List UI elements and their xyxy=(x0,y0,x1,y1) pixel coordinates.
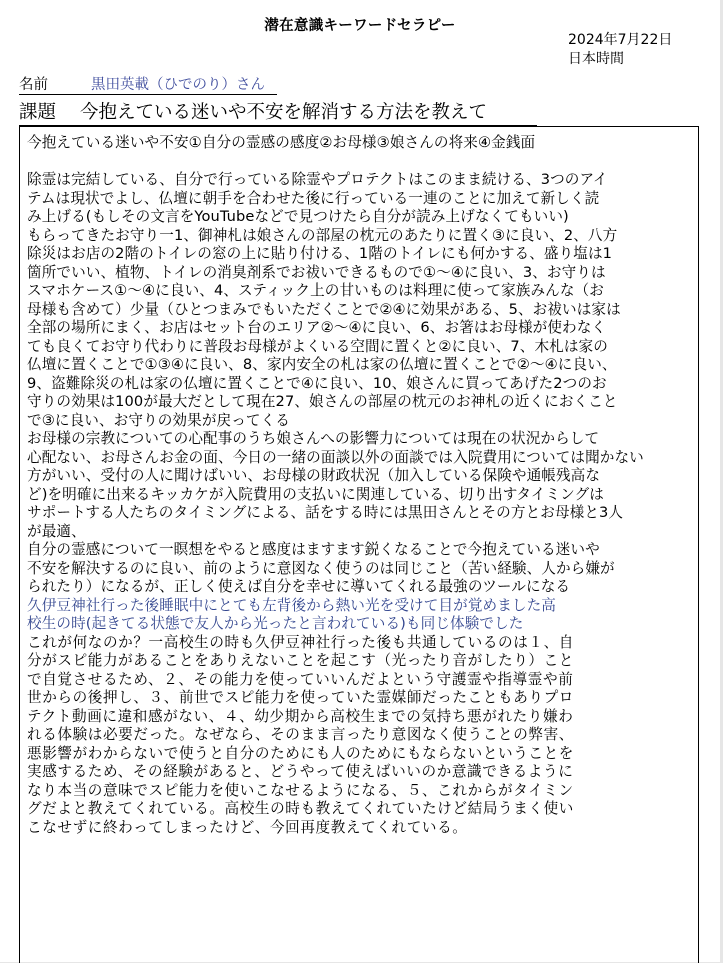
text-line: 世からの後押し、３、前世でスピ能力を使っていた霊媒師だったこともありプロ xyxy=(27,689,574,706)
text-line: なり本当の意味でスピ能力を使いこなせるようになる、５、これからがタイミン xyxy=(27,781,574,799)
text-line: 母様も含めて）少量（ひとつまみでもいただくことで②④に効果がある、5、お祓いは家は xyxy=(27,300,621,318)
text-line: られたり）になるが、正しく使えば自分を幸せに導いてくれる最強のツールになる xyxy=(27,578,571,595)
text-line: テムは現状でよし、仏壇に朝手を合わせた後に行っている一連のことに加えて新しく読 xyxy=(27,189,600,207)
text-line: こなせずに終わってしまったけど、今回再度教えてくれている。 xyxy=(27,818,468,836)
text-line: 守りの効果は100が最大だとして現在27、娘さんの部屋の枕元のお神札の近くにおくこと xyxy=(27,393,618,410)
text-line: グだよと教えてくれている。高校生の時も教えてくれていたけど結局うまく使い xyxy=(27,800,574,817)
session-notes-box xyxy=(19,126,699,963)
text-line: 除災はお店の2階のトイレの窓の上に貼り付ける、1階のトイレにも何かする、盛り塩は1 xyxy=(27,245,613,262)
text-line: が最適、 xyxy=(27,522,86,540)
text-line: 実感するため、その経験があると、どうやって使えばいいのか意識できるように xyxy=(27,763,574,780)
intro-line: 今抱えている迷いや不安①自分の霊感の感度②お母様③娘さんの将来④金銭面 xyxy=(27,134,536,151)
text-line: 久伊豆神社行った後睡眠中にとても左背後から熱い光を受けて目が覚めました高 xyxy=(27,596,556,614)
session-timezone: 日本時間 xyxy=(568,51,624,67)
text-line: テクト動画に違和感がない、４、幼少期から高校生までの気持ち悪がれたり嫌わ xyxy=(27,707,574,725)
topic-text: 今抱えている迷いや不安を解消する方法を教えて xyxy=(80,102,488,123)
notes-section-question xyxy=(27,597,707,634)
client-name: 黒田英載（ひでのり）さん xyxy=(91,77,265,93)
text-line: これが何なのか？一高校生の時も久伊豆神社行った後も共通しているのは１、自 xyxy=(27,633,574,651)
text-line: ど)を明確に出来るキッカケが入院費用の支払いに関連している、切り出すタイミングは xyxy=(27,485,604,503)
session-date-block xyxy=(568,31,672,69)
session-date: 2024年7月22日 xyxy=(568,32,673,48)
text-line: 方がいい、受付の人に聞けばいい、お母様の財政状況（加入している保険や通帳残高な xyxy=(27,467,601,484)
document-title: 潜在意識キーワードセラピー xyxy=(264,18,456,34)
text-line: サポートする人たちのタイミングによる、話をする時には黒田さんとその方とお母様と3人 xyxy=(27,504,624,521)
text-line: 悪影響がわからないで使うと自分のためにも人のためにもならないということを xyxy=(27,744,574,762)
text-line: 自分の霊感について一瞑想をやると感度はますます鋭くなることで今抱えている迷いや xyxy=(27,541,600,558)
session-notes xyxy=(27,134,707,837)
text-line: み上げる(もしその文言をYouTubeなどで見つけたら自分が読み上げなくてもいい) xyxy=(27,208,569,225)
notes-section-1 xyxy=(27,171,707,597)
text-line: 除霊は完結している、自分で行っている除霊やプロテクトはこのまま続ける、3つのアイ xyxy=(27,171,608,188)
text-line: れる体験は必要だった。なぜなら、そのまま言ったり意図なく使うことの弊害、 xyxy=(27,726,574,743)
text-line: 分がスピ能力があることをありえないことを起こす（光ったり音がしたり）こと xyxy=(27,652,574,669)
text-line: 全部の場所にまく、お店はセット台のエリア②～④に良い、6、お箸はお母様が使わなく xyxy=(27,319,607,336)
paragraph-gap xyxy=(27,153,707,172)
text-line: もらってきたお守り一1、御神札は娘さんの部屋の枕元のあたりに置く③に良い、2、八方 xyxy=(27,226,618,244)
text-line: で③に良い、お守りの効果が戻ってくる xyxy=(27,411,290,429)
text-line: 校生の時(起きてる状態で友人から光ったと言われている)も同じ体験でした xyxy=(27,615,524,632)
text-line: 箇所でいい、植物、トイレの消臭剤系でお祓いできるもので①～④に良い、3、お守りは xyxy=(27,263,606,281)
text-line: 9、盗難除災の札は家の仏壇に置くことで④に良い、10、娘さんに買ってあげた2つのお xyxy=(27,374,607,392)
text-line: ても良くてお守り代わりに普段お母様がよくいる空間に置くと②に良い、7、木札は家の xyxy=(27,337,608,355)
topic-row xyxy=(19,101,537,126)
name-label: 名前 xyxy=(19,77,48,93)
text-line: 不安を解決するのに良い、前のように意図なく使うのは同じこと（苦い経験、人から嫌が xyxy=(27,559,615,577)
text-line: 心配ない、お母さんお金の面、今日の一緒の面談以外の面談では入院費用については聞かない xyxy=(27,448,644,466)
client-name-row xyxy=(19,76,277,95)
notes-section-2 xyxy=(27,634,707,838)
text-line: で自覚させるため、２、その能力を使っていいんだよという守護霊や指導霊や前 xyxy=(27,670,574,688)
text-line: スマホケース①～④に良い、4、スティック上の甘いものは料理に使って家族みんな（お xyxy=(27,282,604,299)
text-line: 仏壇に置くことで①③④に良い、8、家内安全の札は家の仏壇に置くことで②～④に良い、 xyxy=(27,356,617,373)
topic-label: 課題 xyxy=(19,102,57,123)
text-line: お母様の宗教についての心配事のうち娘さんへの影響力については現在の状況からして xyxy=(27,430,600,447)
